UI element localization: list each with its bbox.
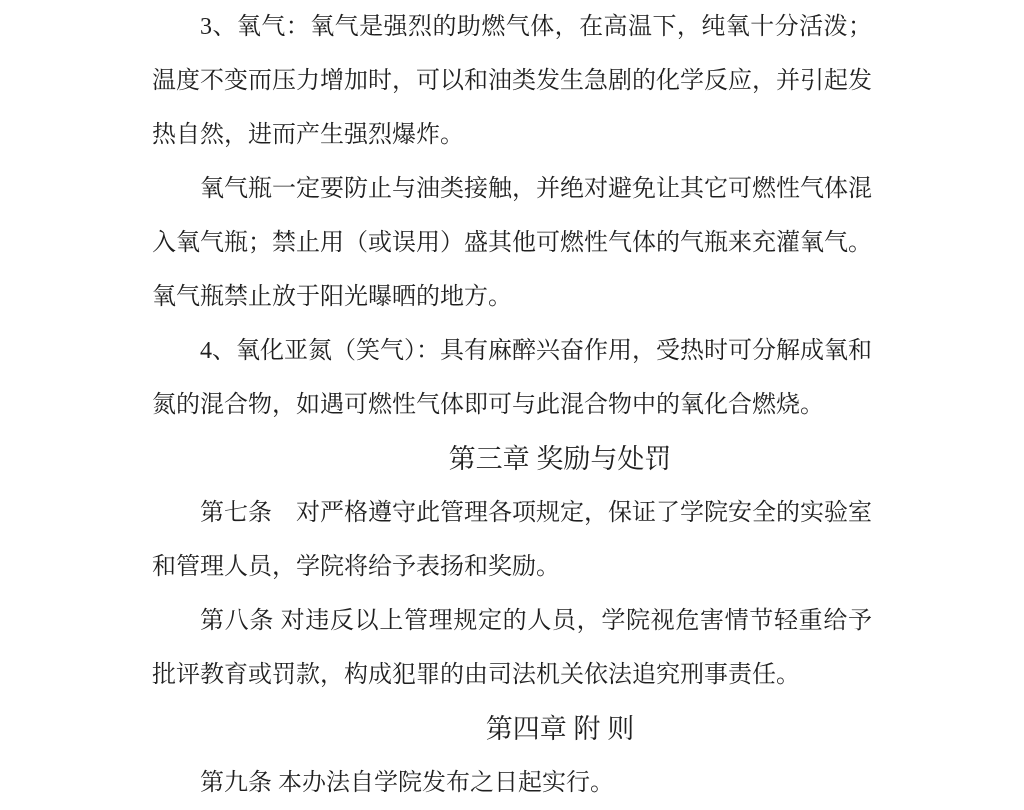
- paragraph: 4、氧化亚氮（笑气）：具有麻醉兴奋作用，受热时可分解成氧和氮的混合物，如遇可燃性气体即可与此混合物中的氧化合燃烧。: [152, 338, 872, 418]
- chapter-heading: 第三章 奖励与处罚: [448, 444, 672, 474]
- chapter-heading: 第四章 附 则: [485, 714, 635, 744]
- paragraph: 3、氧气：氧气是强烈的助燃气体，在高温下，纯氧十分活泼；温度不变而压力增加时，可以和油类发生急剧的化学反应，并引起发热自然，进而产生强烈爆炸。: [152, 14, 872, 148]
- paragraph: 第八条 对违反以上管理规定的人员，学院视危害情节轻重给予批评教育或罚款，构成犯罪的由司法机关依法追究刑事责任。: [152, 608, 872, 688]
- paragraph: 第七条 对严格遵守此管理各项规定，保证了学院安全的实验室和管理人员，学院将给予表扬和奖励。: [152, 500, 872, 580]
- document-content: [152, 0, 872, 810]
- paragraph: 氧气瓶一定要防止与油类接触，并绝对避免让其它可燃性气体混入氧气瓶；禁止用（或误用）盛其他可燃性气体的气瓶来充灌氧气。氧气瓶禁止放于阳光曝晒的地方。: [152, 176, 872, 310]
- paragraph: 第九条 本办法自学院发布之日起实行。: [200, 770, 614, 796]
